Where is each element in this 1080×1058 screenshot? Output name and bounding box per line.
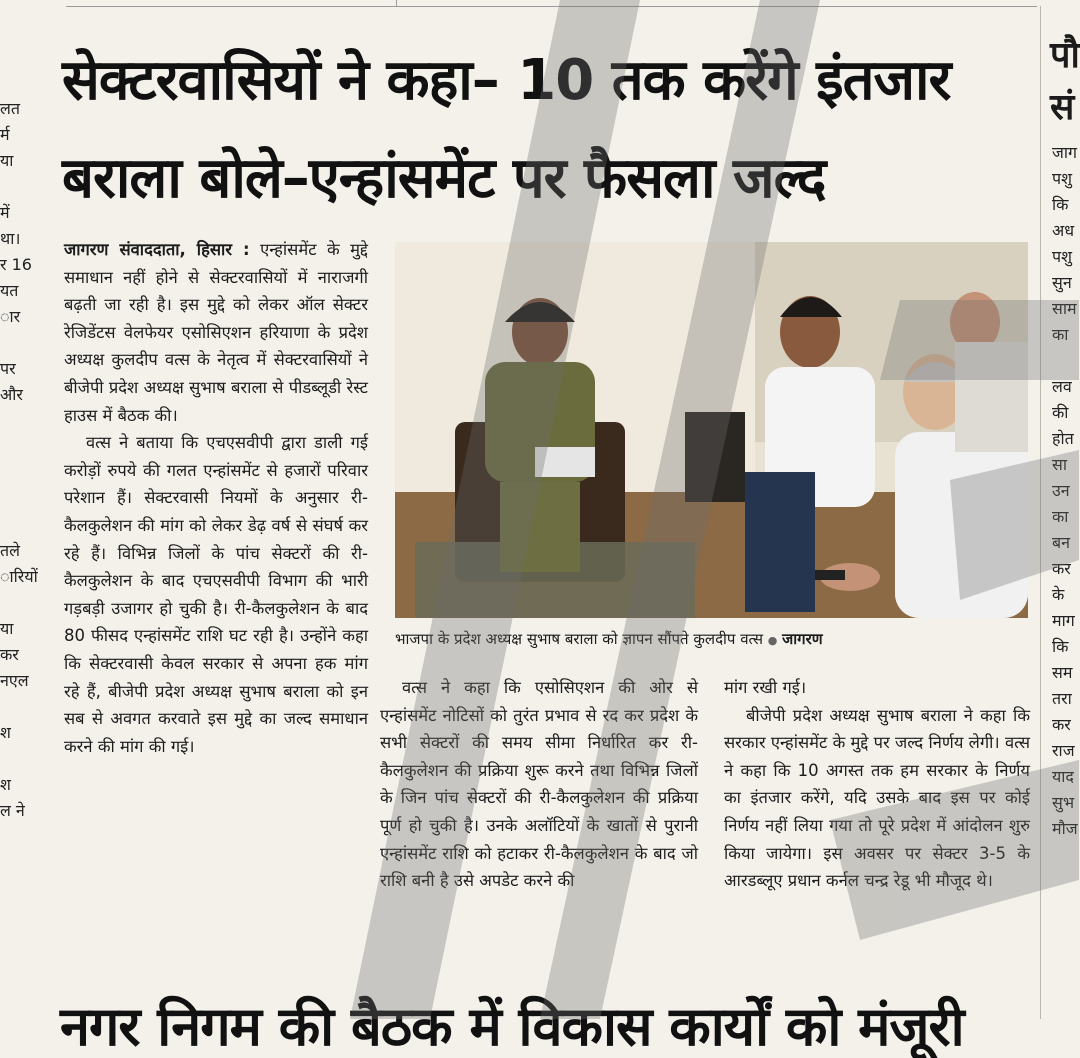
edge-text-line: कर	[0, 645, 19, 664]
byline: जागरण संवाददाता, हिसार :	[64, 240, 250, 259]
edge-text-line	[0, 330, 42, 356]
edge-text-line: कर	[1052, 559, 1071, 578]
edge-text-line	[0, 460, 42, 486]
edge-text-line: ारियों	[0, 567, 38, 586]
adjacent-article-right-fragment	[1052, 140, 1079, 842]
meeting-photo-illustration	[395, 242, 1028, 618]
edge-text-line: उन	[1052, 481, 1070, 500]
edge-text-line: साम	[1052, 299, 1077, 318]
caption-bullet: ●	[767, 634, 778, 647]
edge-text-line: की	[1052, 403, 1069, 422]
adjacent-article-left-fragment	[0, 96, 42, 824]
paragraph: वत्स ने कहा कि एसोसिएशन की ओर से एन्हांसमेंट नोटिसों को तुरंत प्रभाव से रद कर प्रदेश के सभी सेक्टरों की समय सीमा निर्धारित कर री-कैलकुलेशन की प्रक्रिया शुरू करने तथा विभिन्न जिलों के जिन पांच सेक्टरों की री-कैलकुलेशन की प्रक्रिया पूर्ण हो चुकी है। उनके अलॉटियों के खातों से पुरानी एन्हांसमेंट राशि को हटाकर री-कैलकुलेशन के बाद जो राशि बनी है उसे अपडेट करने की	[380, 678, 698, 891]
edge-text-line: ल ने	[0, 801, 25, 820]
article-column-2	[380, 674, 698, 895]
headline-line-2: बराला बोले–एन्हांसमेंट पर फैसला जल्द	[62, 146, 826, 211]
edge-text-line: माग	[1052, 611, 1075, 630]
edge-text-line: तले	[0, 541, 20, 560]
edge-text-line: बन	[1052, 533, 1071, 552]
caption-text: भाजपा के प्रदेश अध्यक्ष सुभाष बराला को ज्ञापन सौंपते कुलदीप वत्स	[395, 630, 763, 648]
edge-text-line: नएल	[0, 671, 29, 690]
edge-text-line: के	[1052, 585, 1065, 604]
edge-text-line	[0, 174, 42, 200]
edge-text-line: पर	[0, 359, 16, 378]
paragraph: वत्स ने बताया कि एचएसवीपी द्वारा डाली गई करोड़ों रुपये की गलत एन्हांसमेंट से हजारों परिवार परेशान हैं। सेक्टरवासी नियमों के अनुसार री-कैलकुलेशन की मांग को लेकर डेढ़ वर्ष से संघर्ष कर रहे हैं। विभिन्न जिलों के पांच सेक्टरों की री-कैलकुलेशन के बाद एचएसवीपी विभाग की भारी गड़बड़ी उजागर हो चुकी है। री-कैलकुलेशन के बाद 80 फीसद एन्हांसमेंट राशि घट रही है। उन्होंने कहा कि सेक्टरवासी केवल सरकार से अपना हक मांग रहे हैं, बीजेपी प्रदेश अध्यक्ष सुभाष बराला को इन सब से अवगत करवाते इस मुद्दे का जल्द समाधान करने की मांग की गई।	[64, 433, 368, 756]
edge-text-line: सम	[1052, 663, 1073, 682]
adjacent-headline-line: सं	[1050, 87, 1075, 128]
edge-text-line: ार	[0, 307, 21, 326]
adjacent-headline-right-fragment	[1050, 30, 1079, 134]
edge-text-line: यत	[0, 281, 19, 300]
headline-line-1: सेक्टरवासियों ने कहा– 10 तक करेंगे इंतजार	[62, 48, 951, 113]
edge-text-line: में	[0, 203, 10, 222]
edge-text-line	[0, 434, 42, 460]
edge-text-line	[1052, 348, 1079, 374]
adjacent-headline-line: पौ	[1050, 35, 1080, 76]
edge-text-line: सुन	[1052, 273, 1072, 292]
edge-text-line	[0, 408, 42, 434]
article-column-1	[64, 236, 368, 760]
edge-text-line: कि	[1052, 637, 1069, 656]
paragraph: मांग रखी गई।	[724, 678, 807, 697]
edge-text-line: कि	[1052, 195, 1069, 214]
news-photo	[395, 242, 1028, 618]
article-column-3	[724, 674, 1030, 895]
edge-text-line: लत	[0, 99, 20, 118]
edge-text-line: का	[1052, 507, 1069, 526]
next-headline: नगर निगम की बैठक में विकास कार्यों को मंजूरी	[60, 995, 964, 1058]
photo-caption	[395, 626, 1035, 654]
edge-text-line: सुभ	[1052, 793, 1075, 812]
top-rule-left	[66, 0, 396, 7]
edge-text-line	[0, 486, 42, 512]
edge-text-line	[0, 746, 42, 772]
edge-text-line: लव	[1052, 377, 1072, 396]
top-rule-right	[396, 0, 1037, 7]
edge-text-line: र 16	[0, 255, 32, 274]
next-headline-fragment	[60, 995, 1040, 1058]
edge-text-line: तरा	[1052, 689, 1072, 708]
edge-text-line: जाग	[1052, 143, 1078, 162]
edge-text-line: मौज	[1052, 819, 1078, 838]
edge-text-line: और	[0, 385, 23, 404]
edge-text-line: या	[0, 619, 14, 638]
paragraph: एन्हांसमेंट के मुद्दे समाधान नहीं होने से सेक्टरवासियों में नाराजगी बढ़ती जा रही है। इस मुद्दे को लेकर ऑल सेक्टर रेजिडेंटस वेलफेयर एसोसिएशन हरियाणा के प्रदेश अध्यक्ष कुलदीप वत्स के नेतृत्व में सेक्टरवासियों ने बीजेपी प्रदेश अध्यक्ष सुभाष बराला से पीडब्लूडी रेस्ट हाउस में बैठक की।	[64, 240, 368, 425]
edge-text-line: या	[0, 151, 14, 170]
edge-text-line: श	[0, 775, 11, 794]
paragraph: बीजेपी प्रदेश अध्यक्ष सुभाष बराला ने कहा कि सरकार एन्हांसमेंट के मुद्दे पर जल्द निर्णय लेगी। वत्स ने कहा कि 10 अगस्त तक हम सरकार के निर्णय का इंतजार करेंगे, यदि उसके बाद इस पर कोई निर्णय नहीं लिया गया तो पूरे प्रदेश में आंदोलन शुरु किया जायेगा। इस अवसर पर सेक्टर 3-5 के आरडब्लूए प्रधान कर्नल चन्द्र रेडू भी मौजूद थे।	[724, 705, 1030, 891]
edge-text-line: होत	[1052, 429, 1074, 448]
caption-source: जागरण	[782, 630, 823, 648]
edge-text-line: श	[0, 723, 11, 742]
edge-text-line: अध	[1052, 221, 1075, 240]
edge-text-line: कर	[1052, 715, 1071, 734]
edge-text-line: था।	[0, 229, 21, 248]
edge-text-line: सा	[1052, 455, 1067, 474]
edge-text-line: राज	[1052, 741, 1075, 760]
edge-text-line	[0, 694, 42, 720]
edge-text-line	[0, 590, 42, 616]
edge-text-line: का	[1052, 325, 1069, 344]
edge-text-line: याद	[1052, 767, 1074, 786]
edge-text-line: पशु	[1052, 169, 1072, 188]
edge-text-line: र्म	[0, 125, 10, 144]
edge-text-line: पशु	[1052, 247, 1072, 266]
edge-text-line	[0, 512, 42, 538]
